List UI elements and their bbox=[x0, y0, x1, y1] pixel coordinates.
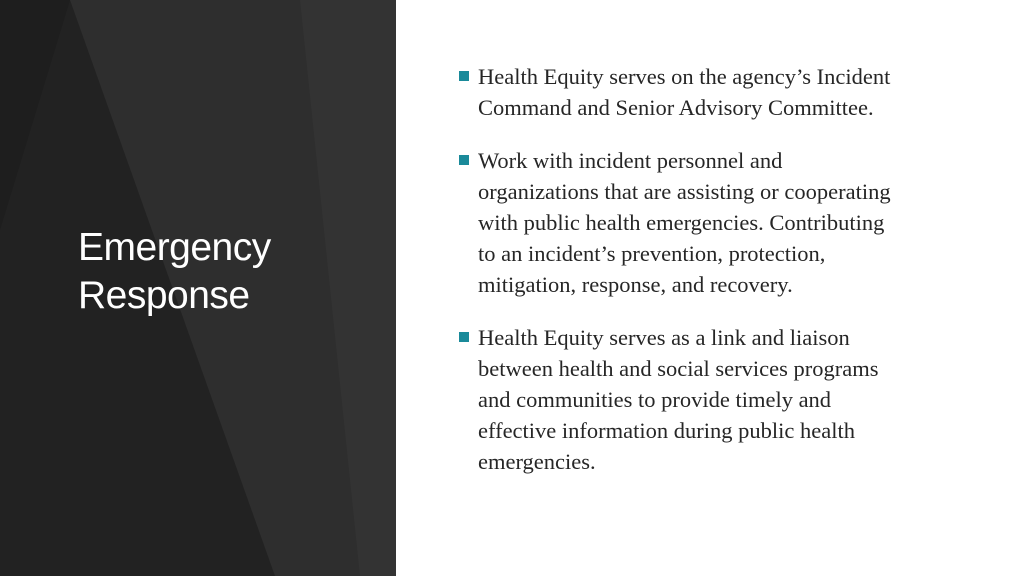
bullet-line: between health and social services programs bbox=[478, 356, 879, 381]
bullet-text bbox=[478, 322, 958, 477]
bullet-line: effective information during public health bbox=[478, 418, 855, 443]
bullet-line: mitigation, response, and recovery. bbox=[478, 272, 793, 297]
slide-title-line-2: Response bbox=[78, 274, 250, 317]
bullet-text bbox=[478, 61, 958, 123]
slide-title-line-1: Emergency bbox=[78, 226, 271, 269]
bullet-item bbox=[458, 145, 958, 300]
bullet-line: with public health emergencies. Contributing bbox=[478, 210, 885, 235]
bullet-line: Health Equity serves on the agency’s Incident bbox=[478, 64, 891, 89]
bullet-line: and communities to provide timely and bbox=[478, 387, 832, 412]
square-bullet-icon bbox=[459, 155, 469, 165]
dark-stripe-top-left bbox=[0, 0, 70, 230]
bullet-line: to an incident’s prevention, protection, bbox=[478, 241, 826, 266]
bullet-line: Health Equity serves as a link and liaison bbox=[478, 325, 850, 350]
bullet-item bbox=[458, 322, 958, 477]
title-panel bbox=[0, 0, 396, 576]
bullet-text bbox=[478, 145, 958, 300]
bullet-line: emergencies. bbox=[478, 449, 596, 474]
bullet-item bbox=[458, 61, 958, 123]
slide-title bbox=[78, 224, 378, 320]
square-bullet-icon bbox=[459, 71, 469, 81]
bullet-line: Command and Senior Advisory Committee. bbox=[478, 95, 874, 120]
bullet-line: organizations that are assisting or cooperating bbox=[478, 179, 891, 204]
square-bullet-icon bbox=[459, 332, 469, 342]
bullet-list bbox=[458, 61, 958, 499]
bullet-line: Work with incident personnel and bbox=[478, 148, 783, 173]
